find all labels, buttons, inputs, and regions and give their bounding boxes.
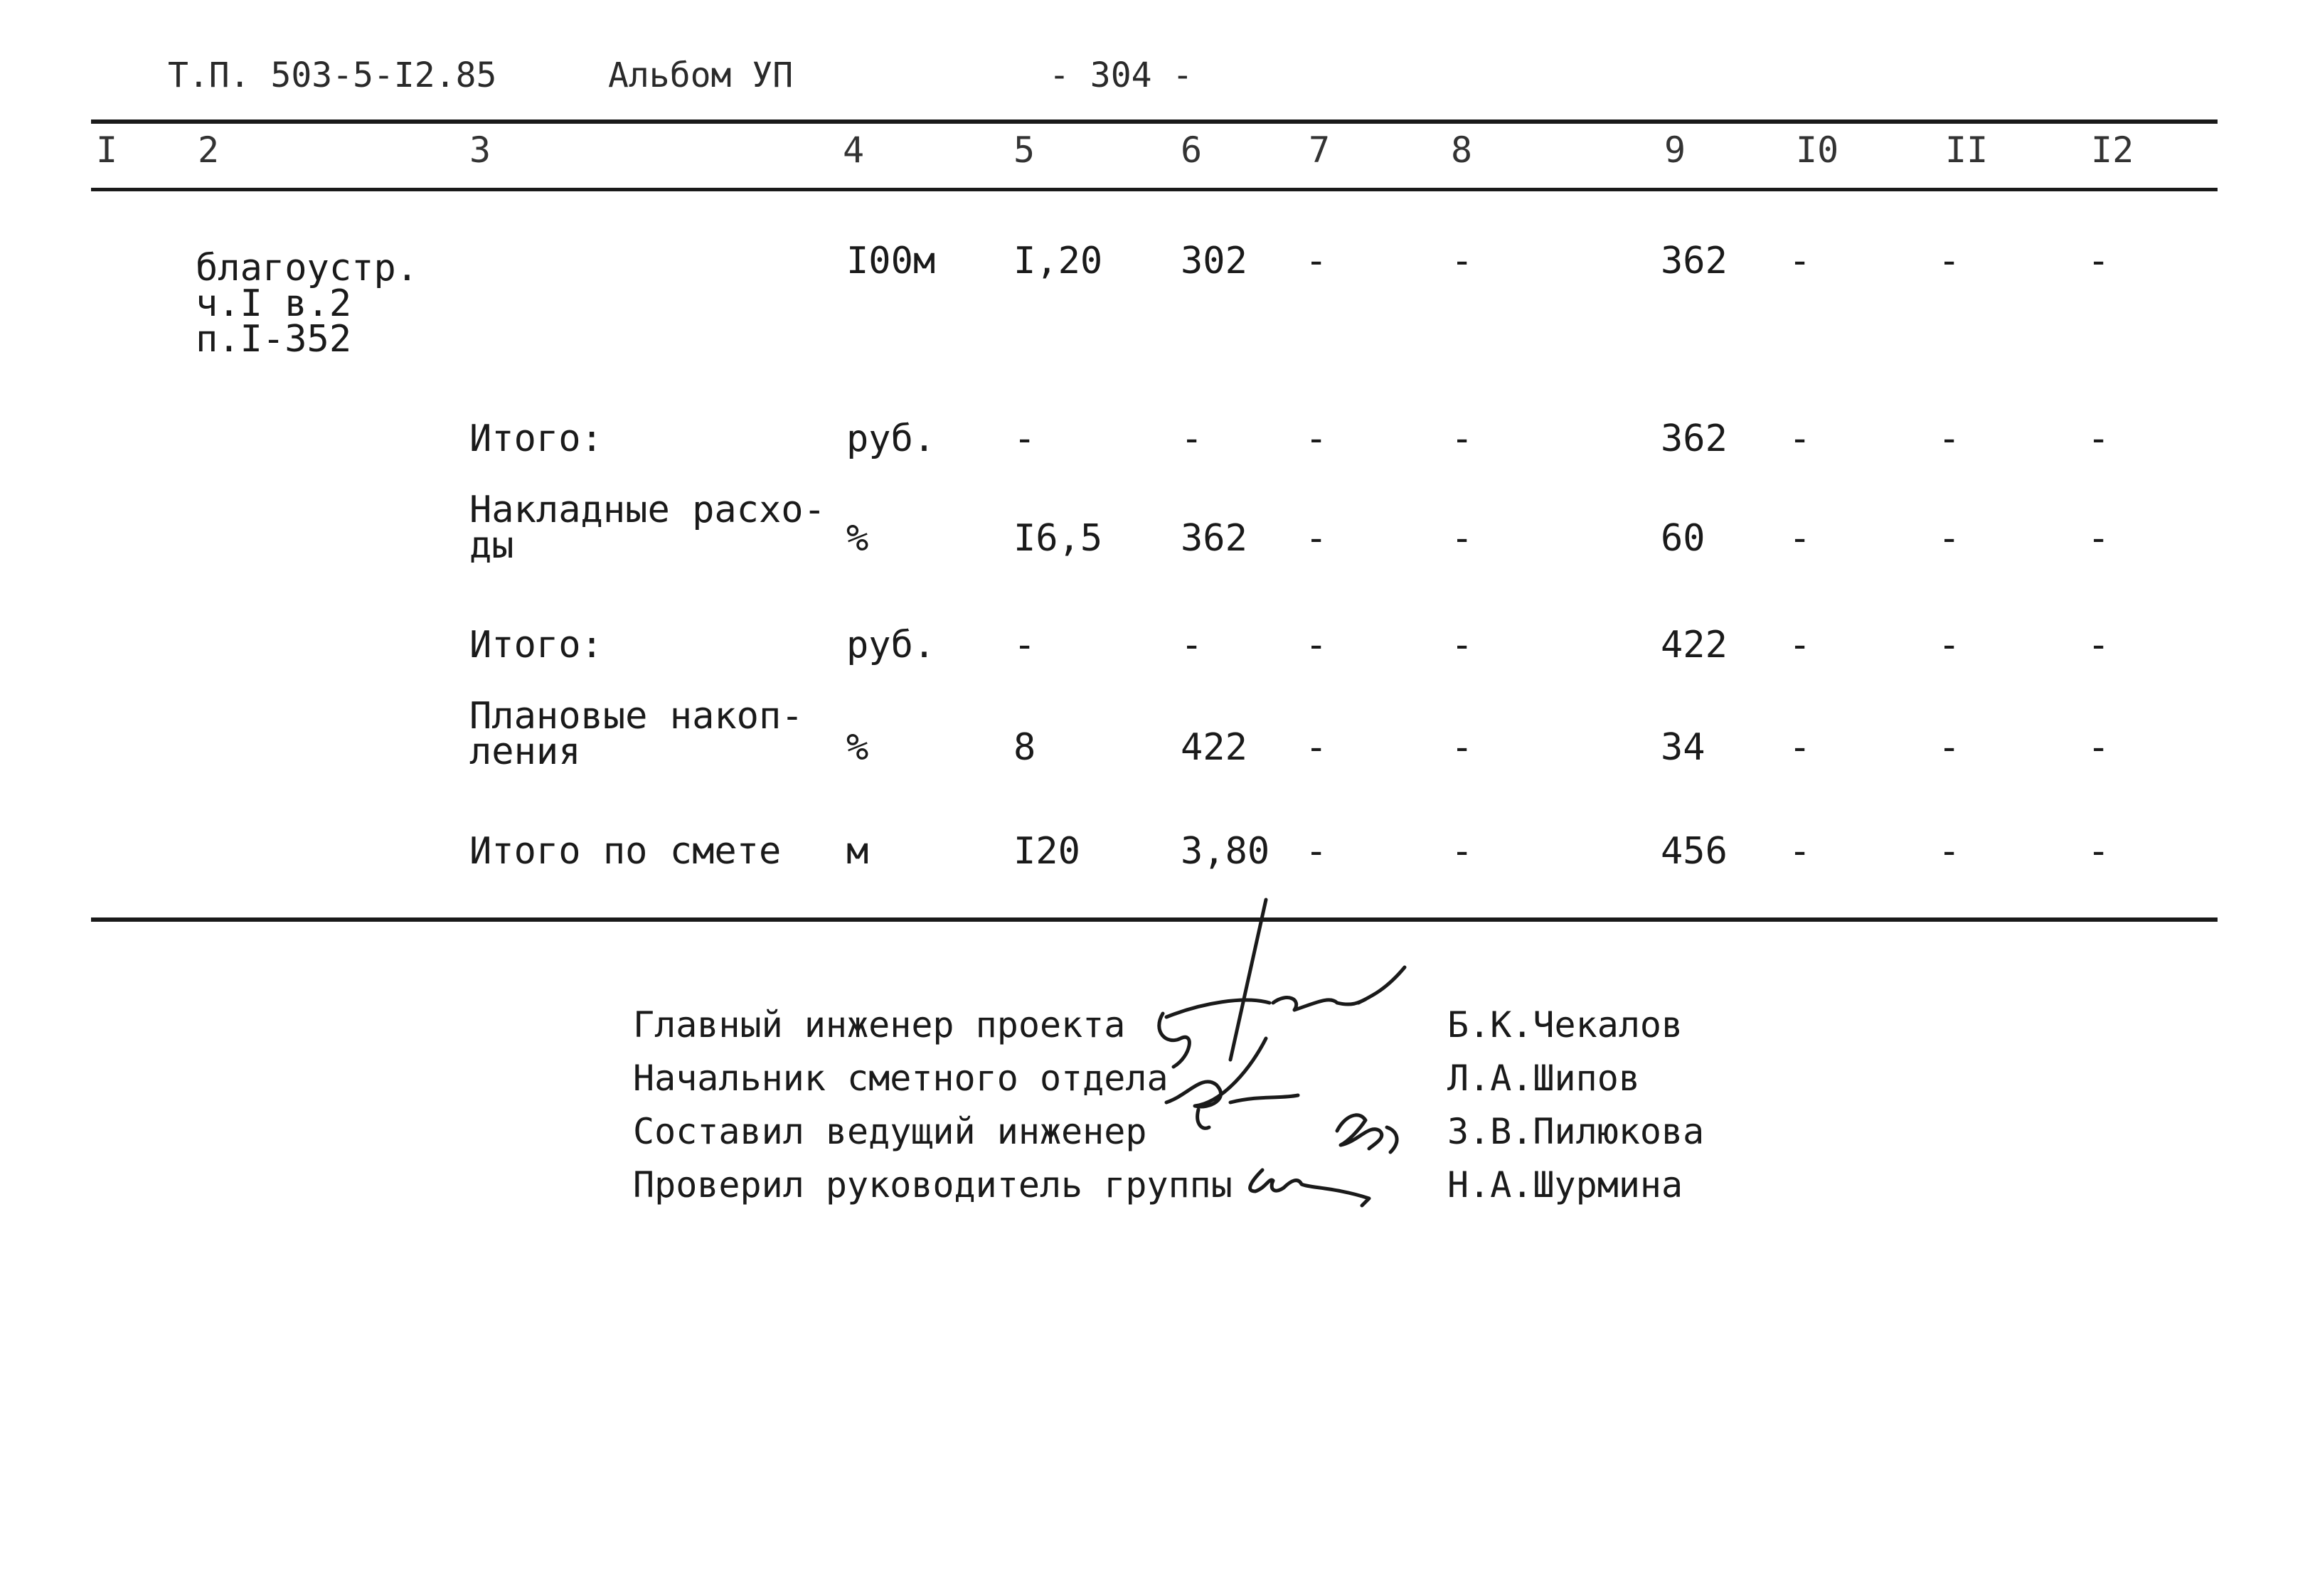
unit-cell: % bbox=[846, 517, 869, 560]
price-cell: - bbox=[1181, 624, 1203, 666]
row-code-cell: благоустр. ч.I в.2 п.I-352 bbox=[196, 247, 419, 361]
signature-position: Проверил руководитель группы bbox=[633, 1164, 1233, 1206]
col-header-7: 7 bbox=[1309, 129, 1331, 171]
col-header-6: 6 bbox=[1181, 129, 1203, 171]
unit-cell: руб. bbox=[846, 417, 936, 460]
signature-stroke bbox=[1230, 1095, 1298, 1102]
quantity-cell: - bbox=[1013, 624, 1036, 666]
signature-position: Главный инженер проекта bbox=[633, 1004, 1126, 1046]
col-header-1: I bbox=[96, 129, 118, 171]
signature-name: З.В.Пилюкова bbox=[1447, 1111, 1705, 1152]
col11-cell: - bbox=[1938, 726, 1961, 769]
col-header-8: 8 bbox=[1451, 129, 1473, 171]
row-label-cell: Накладные расхо- ды bbox=[469, 489, 826, 567]
signature-names bbox=[1447, 999, 1704, 1212]
col7-cell: - bbox=[1305, 240, 1328, 282]
price-cell: 362 bbox=[1181, 517, 1247, 560]
signature-stroke bbox=[1250, 1170, 1369, 1206]
row-label-cell: Итого: bbox=[469, 417, 603, 460]
unit-cell: % bbox=[846, 726, 869, 769]
quantity-cell: - bbox=[1013, 417, 1036, 460]
col8-cell: - bbox=[1451, 517, 1474, 560]
col7-cell: - bbox=[1305, 624, 1328, 666]
col12-cell: - bbox=[2087, 726, 2110, 769]
total-cell: 362 bbox=[1661, 240, 1728, 282]
quantity-cell: I6,5 bbox=[1013, 517, 1103, 560]
unit-cell: м bbox=[846, 830, 869, 873]
col-header-3: 3 bbox=[469, 129, 491, 171]
col7-cell: - bbox=[1305, 517, 1328, 560]
col10-cell: - bbox=[1789, 726, 1811, 769]
col-header-9: 9 bbox=[1664, 129, 1686, 171]
col-header-2: 2 bbox=[198, 129, 220, 171]
signature-stroke bbox=[1337, 1115, 1382, 1149]
row-label-cell: Итого: bbox=[469, 624, 603, 666]
signature-stroke bbox=[1230, 900, 1266, 1060]
col8-cell: - bbox=[1451, 417, 1474, 460]
col11-cell: - bbox=[1938, 830, 1961, 873]
price-cell: - bbox=[1181, 417, 1203, 460]
col11-cell: - bbox=[1938, 417, 1961, 460]
total-cell: 456 bbox=[1661, 830, 1728, 873]
quantity-cell: I,20 bbox=[1013, 240, 1103, 282]
table-header-rule bbox=[91, 188, 2218, 191]
total-cell: 362 bbox=[1661, 417, 1728, 460]
signature-name: Л.А.Шипов bbox=[1447, 1058, 1640, 1099]
col10-cell: - bbox=[1789, 240, 1811, 282]
col10-cell: - bbox=[1789, 624, 1811, 666]
total-cell: 34 bbox=[1661, 726, 1705, 769]
col10-cell: - bbox=[1789, 417, 1811, 460]
col10-cell: - bbox=[1789, 517, 1811, 560]
col12-cell: - bbox=[2087, 830, 2110, 873]
page-number: - 304 - bbox=[1049, 55, 1193, 95]
signature-name: Н.А.Шурмина bbox=[1447, 1164, 1683, 1206]
col12-cell: - bbox=[2087, 624, 2110, 666]
signature-stroke bbox=[1198, 1110, 1209, 1128]
table-top-rule bbox=[91, 119, 2218, 124]
col12-cell: - bbox=[2087, 517, 2110, 560]
signature-stroke bbox=[1273, 998, 1366, 1010]
price-cell: 422 bbox=[1181, 726, 1247, 769]
signature-stroke bbox=[1159, 1014, 1190, 1067]
signature-stroke bbox=[1358, 967, 1405, 1003]
signature-name: Б.К.Чекалов bbox=[1447, 1004, 1683, 1046]
row-label-cell: Итого по смете bbox=[469, 830, 782, 873]
unit-cell: I00м bbox=[846, 240, 936, 282]
doc-code: Т.П. 503-5-I2.85 bbox=[168, 55, 497, 95]
total-cell: 60 bbox=[1661, 517, 1705, 560]
col-header-4: 4 bbox=[843, 129, 865, 171]
col8-cell: - bbox=[1451, 240, 1474, 282]
price-cell: 3,80 bbox=[1181, 830, 1270, 873]
col11-cell: - bbox=[1938, 240, 1961, 282]
quantity-cell: I20 bbox=[1013, 830, 1080, 873]
col-header-10: I0 bbox=[1796, 129, 1839, 171]
total-cell: 422 bbox=[1661, 624, 1728, 666]
album-label: Альбом УП bbox=[608, 55, 794, 95]
col-header-5: 5 bbox=[1013, 129, 1036, 171]
col8-cell: - bbox=[1451, 830, 1474, 873]
col-header-11: II bbox=[1945, 129, 1989, 171]
col8-cell: - bbox=[1451, 726, 1474, 769]
col8-cell: - bbox=[1451, 624, 1474, 666]
col11-cell: - bbox=[1938, 624, 1961, 666]
signature-stroke bbox=[1387, 1127, 1397, 1152]
signature-stroke bbox=[1166, 1038, 1266, 1107]
row-label-cell: Плановые накоп- ления bbox=[469, 695, 804, 773]
signature-position: Начальник сметного отдела bbox=[633, 1058, 1169, 1099]
col12-cell: - bbox=[2087, 417, 2110, 460]
col-header-12: I2 bbox=[2091, 129, 2134, 171]
col7-cell: - bbox=[1305, 726, 1328, 769]
signature-stroke bbox=[1166, 1000, 1270, 1017]
price-cell: 302 bbox=[1181, 240, 1247, 282]
col12-cell: - bbox=[2087, 240, 2110, 282]
col10-cell: - bbox=[1789, 830, 1811, 873]
col11-cell: - bbox=[1938, 517, 1961, 560]
quantity-cell: 8 bbox=[1013, 726, 1036, 769]
col7-cell: - bbox=[1305, 830, 1328, 873]
handwritten-signatures bbox=[1124, 896, 1479, 1216]
signature-position: Составил ведущий инженер bbox=[633, 1111, 1147, 1152]
col7-cell: - bbox=[1305, 417, 1328, 460]
unit-cell: руб. bbox=[846, 624, 936, 666]
